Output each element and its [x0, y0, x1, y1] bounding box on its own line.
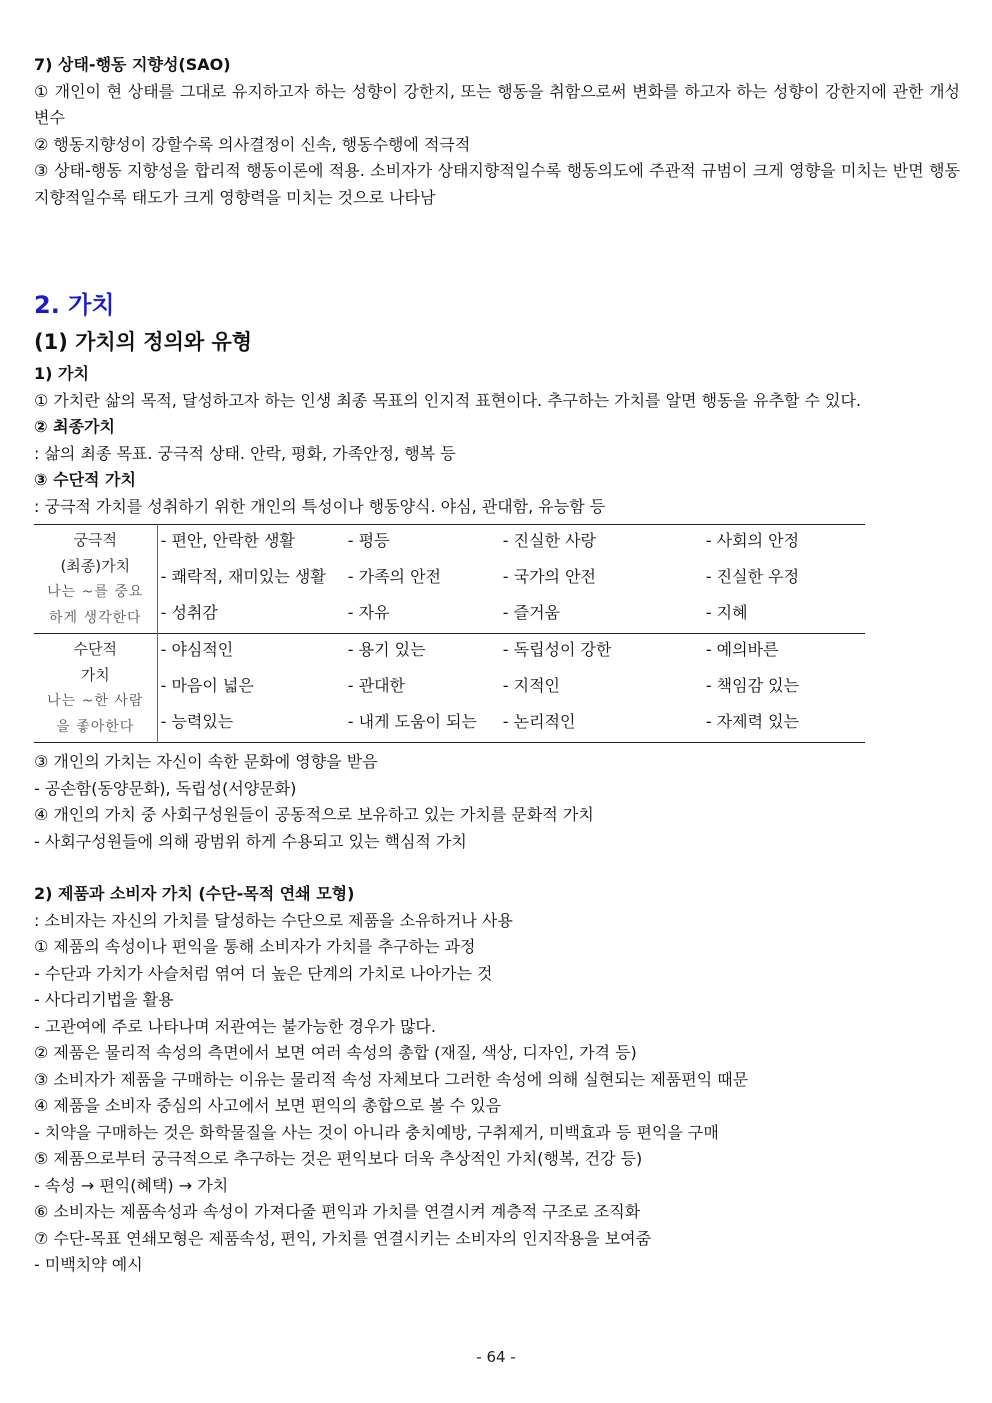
value-table [34, 524, 865, 743]
list-item: ⑦ 수단-목표 연쇄모형은 제품속성, 편익, 가치를 연결시키는 소비자의 인지작용을 보여줌 [34, 1228, 652, 1248]
table-cell: - 가족의 안전 [347, 567, 441, 587]
terminal-value-heading: ② 최종가치 [34, 417, 115, 436]
table-cell: - 관대한 [347, 676, 405, 696]
table-row [34, 597, 865, 634]
sao-paragraph-1: ① 개인이 현 상태를 그대로 유지하고자 하는 성향이 강한지, 또는 행동을 취함으로써 변화를 하고자 하는 성향이 강한지에 관한 개성변수 [34, 81, 960, 127]
terminal-value-desc: : 삶의 최종 목표. 궁극적 상태. 안락, 평화, 가족안정, 행복 등 [34, 443, 456, 463]
table-cell: - 능력있는 [160, 711, 234, 731]
table-cell: - 내게 도움이 되는 [347, 711, 477, 731]
sao-paragraph-3: ③ 상태-행동 지향성을 합리적 행동이론에 적용. 소비자가 상태지향적일수록 행동의도에 주관적 규범이 크게 영향을 미치는 반면 행동지향적일수록 태도가 크게 영향력을 미치는 것으로 나타남 [34, 161, 960, 207]
table-cell: - 성취감 [160, 602, 218, 622]
sao-heading: 7) 상태-행동 지향성(SAO) [34, 55, 231, 74]
sao-paragraph-2: ② 행동지향성이 강할수록 의사결정이 신속, 행동수행에 적극적 [34, 134, 471, 154]
table-cell: - 진실한 사랑 [502, 531, 596, 550]
list-item: ② 제품은 물리적 속성의 측면에서 보면 여러 속성의 총합 (재질, 색상, 디자인, 가격 등) [34, 1043, 637, 1062]
list-item: - 고관여에 주로 나타나며 저관여는 불가능한 경우가 많다. [34, 1016, 436, 1036]
instrumental-sub-line: 을 좋아한다 [56, 719, 135, 735]
table-row [34, 670, 865, 706]
list-item: ④ 제품을 소비자 중심의 사고에서 보면 편익의 총합으로 볼 수 있음 [34, 1096, 502, 1115]
page-number: - 64 - [476, 1348, 516, 1366]
instrumental-value-desc: : 궁극적 가치를 성취하기 위한 개인의 특성이나 행동양식. 야심, 관대함, 유능함 등 [34, 496, 606, 516]
terminal-label-line: (최종)가치 [60, 557, 131, 575]
means-end-list [34, 908, 960, 1279]
table-cell: - 논리적인 [502, 711, 576, 731]
instrumental-label-line: 수단적 [73, 640, 118, 658]
instrumental-value-heading: ③ 수단적 가치 [34, 470, 136, 489]
table-cell: - 자제력 있는 [705, 711, 800, 731]
instrumental-label-cell [34, 634, 157, 743]
table-cell: - 국가의 안전 [502, 567, 596, 587]
document-page [34, 52, 960, 1279]
table-cell: - 사회의 안정 [705, 531, 800, 550]
table-cell: - 자유 [347, 602, 390, 622]
table-cell: - 예의바른 [705, 640, 779, 659]
table-cell: - 지혜 [705, 602, 748, 622]
table-row [34, 634, 865, 671]
culture-line: - 공손함(동양문화), 독립성(서양문화) [34, 778, 297, 798]
terminal-label-line: 궁극적 [73, 531, 118, 549]
table-cell: - 즐거움 [502, 602, 560, 622]
list-item: ⑤ 제품으로부터 궁극적으로 추구하는 것은 편익보다 더욱 추상적인 가치(행복, 건강 등) [34, 1149, 643, 1168]
list-item: : 소비자는 자신의 가치를 달성하는 수단으로 제품을 소유하거나 사용 [34, 910, 513, 930]
list-item: - 속성 → 편익(혜택) → 가치 [34, 1175, 229, 1195]
culture-line: ④ 개인의 가치 중 사회구성원들이 공동적으로 보유하고 있는 가치를 문화적 가치 [34, 805, 594, 824]
list-item: - 사다리기법을 활용 [34, 990, 174, 1009]
list-item: ③ 소비자가 제품을 구매하는 이유는 물리적 속성 자체보다 그러한 속성에 의해 실현되는 제품편익 때문 [34, 1069, 749, 1089]
chapter-title: (1) 가치의 정의와 유형 [34, 330, 253, 354]
culture-line: - 사회구성원들에 의해 광범위 하게 수용되고 있는 핵심적 가치 [34, 831, 467, 851]
table-row [34, 706, 865, 743]
list-item: - 수단과 가치가 사슬처럼 엮여 더 높은 단계의 가치로 나아가는 것 [34, 963, 493, 983]
table-row [34, 525, 865, 562]
value-definition: ① 가치란 삶의 목적, 달성하고자 하는 인생 최종 목표의 인지적 표현이다. 추구하는 가치를 알면 행동을 유추할 수 있다. [34, 390, 862, 410]
table-cell: - 독립성이 강한 [502, 640, 612, 659]
instrumental-label-line: 가치 [80, 666, 110, 684]
value-heading: 1) 가치 [34, 364, 89, 383]
instrumental-sub-line: 나는 ~한 사람 [47, 693, 144, 709]
list-item: - 치약을 구매하는 것은 화학물질을 사는 것이 아니라 충치예방, 구취제거, 미백효과 등 편익을 구매 [34, 1122, 719, 1142]
culture-line: ③ 개인의 가치는 자신이 속한 문화에 영향을 받음 [34, 752, 378, 771]
table-cell: - 평등 [347, 531, 390, 550]
section-title: 2. 가치 [34, 291, 115, 319]
list-item: - 미백치약 예시 [34, 1255, 143, 1274]
table-row [34, 561, 865, 597]
table-cell: - 쾌락적, 재미있는 생활 [160, 567, 326, 587]
list-item: ① 제품의 속성이나 편익을 통해 소비자가 가치를 추구하는 과정 [34, 937, 476, 956]
table-cell: - 진실한 우정 [705, 567, 800, 587]
terminal-sub-line: 나는 ~를 중요 [47, 584, 144, 600]
terminal-sub-line: 하게 생각한다 [48, 610, 142, 626]
list-item: ⑥ 소비자는 제품속성과 속성이 가져다줄 편익과 가치를 연결시켜 계층적 구조로 조직화 [34, 1202, 641, 1221]
means-end-heading: 2) 제품과 소비자 가치 (수단-목적 연쇄 모형) [34, 884, 355, 903]
table-cell: - 편안, 안락한 생활 [160, 531, 295, 550]
spacer [34, 855, 960, 881]
table-cell: - 야심적인 [160, 640, 234, 659]
terminal-label-cell [34, 525, 157, 634]
table-cell: - 지적인 [502, 676, 560, 696]
table-cell: - 책임감 있는 [705, 676, 800, 696]
table-cell: - 마음이 넓은 [160, 676, 254, 696]
table-cell: - 용기 있는 [347, 640, 426, 659]
